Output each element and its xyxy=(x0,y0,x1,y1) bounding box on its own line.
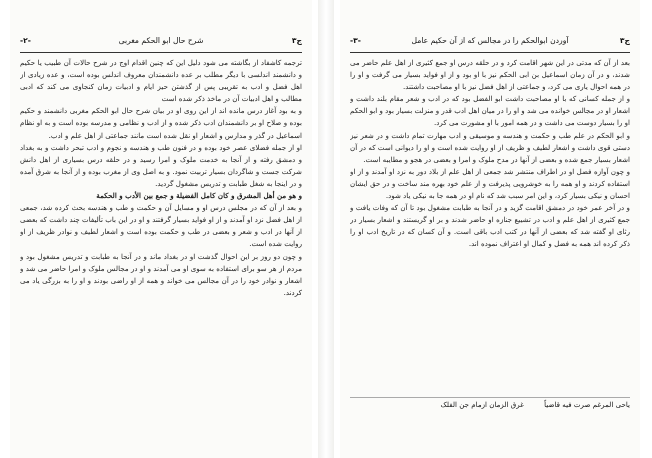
paragraph: او از جمله فضلای عصر خود بوده و در فنون طب و هندسه و نجوم و ادب تبحر داشت و به بغداد و دمشق رفته و از آنجا به خدمت ملوک و امرا رسید و در حلقه درس بسیاری از اهل دانش شرکت جست و شاگردان بسیار تربیت نمود. و به اصل وی از مغرب بوده و از آنجا به شرق آمده و در اینجا به شغل طبابت و تدریس مشغول گردید. xyxy=(20,142,302,188)
right-header-code: ج٣ xyxy=(619,36,630,45)
left-header-code: ج٣ xyxy=(291,36,302,45)
paragraph: و به بود آغاز درس مانده اند از این روی او در بیان شرح حال ابو الحکم مغربی دانشمند و حکیم بوده و صلاح او بر دانشمندان ادب ذکر شده و از ادب و نظامی و مدرسه بوده است و به او نظام اسماعیل در گذر و مدارس و اشعار او نقل شده است مانند جماعتی از اهل علم و ادب. xyxy=(20,106,302,140)
verse-hemistich: غرق الزمان ازمام جن الفلک xyxy=(440,400,524,409)
paragraph: و چون دو روز بر این احوال گذشت او در بغداد ماند و در آنجا به طبابت و تدریس مشغول بود و مردم از هر سو برای استفاده به سوی او می آمدند و او در مجالس ملوک و امرا حاضر می شد و اشعار و نوادر خود را در آن مجالس می خواند و همه از او راضی بودند و او را به بزرگی یاد می کردند. xyxy=(20,251,302,297)
paragraph: و در آخر عمر خود در دمشق اقامت گزید و در آنجا به طبابت مشغول بود تا آن که وفات یافت و جمع کثیری از اهل علم و ادب در تشییع جنازه او حاضر شدند و بر او گریستند و اشعار بسیار در رثای او گفته شد که بعضی از آنها در کتب ادب باقی است. و آن کسان که در تاریخ ادب او را ذکر کرده اند همه به فضل و کمال او اعتراف نموده اند. xyxy=(350,203,630,249)
paragraph: و از جمله کسانی که با او مصاحبت داشت ابو الفضل بود که در ادب و شعر مقام بلند داشت و اشعار او در مجالس خوانده می شد و او را در میان اهل ادب قدر و منزلت بسیار بود و ابو الحکم او را بسیار دوست می داشت و در همه امور با او مشورت می کرد. xyxy=(350,94,630,128)
verse-hemistich: یاحی المرغم صرت فیه قاضیاً xyxy=(544,400,630,409)
paragraph: و ابو الحکم در علم طب و حکمت و هندسه و موسیقی و ادب مهارت تمام داشت و در شعر نیز دستی قوی داشت و اشعار لطیف و ظریف از او روایت شده است و او را دیوانی است که در آن اشعار بسیار جمع شده و بعضی از آنها در مدح ملوک و امرا و بعضی در هجو و مطایبه است. xyxy=(350,130,630,164)
right-running-title: آوردن ابوالحکم را در مجالس که از آن حکیم عامل xyxy=(411,36,569,45)
right-page xyxy=(340,0,640,458)
left-page-body xyxy=(20,57,302,410)
left-running-title: شرح حال ابو الحکم مغربی xyxy=(118,36,204,45)
paragraph: ترجمه کاشفاد از بگاشته می شود دلیل این که چنین اقدام اوج در شرح حالات آن طبیب یا حکیم و دانشمند اندلسی با دیگر مطلب بر عده دانشمندان معروف اندلس بوده است، و عده زیادی از اهل فضل و ادب به تقریبی پس از گذشتن حیز ایام و ادبیات زمان کنجاوی می کند که ادبی مطالب و اهل ادبیات آن در ماخذ ذکر شده است xyxy=(20,58,302,104)
left-header-rule xyxy=(20,52,302,53)
left-page-number: -٢- xyxy=(20,36,31,45)
paragraph: بعد از آن که مدتی در این شهر اقامت کرد و در حلقه درس او جمع کثیری از اهل علم حاضر می شدند، و در آن زمان اسماعیل بن ابی الحکم نیز با او بود و از او فواید بسیار می گرفت و او را در همه احوال یاری می کرد، و جماعتی از اهل فضل نیز با او مصاحبت داشتند. xyxy=(350,58,630,92)
right-page-header xyxy=(350,36,630,50)
paragraph: و چون آوازه فضل او در اطراف منتشر شد جمعی از اهل علم از بلاد دور به نزد او آمدند و از او استفاده کردند و او همه را به خوشرویی پذیرفت و از علم خود بهره مند ساخت و در حق ایشان احسان و نیکی بسیار کرد، و این امر سبب شد که نام او در همه جا به نیکی یاد شود. xyxy=(350,166,630,201)
highlighted-arabic-line: و هو من أهل المشرق و کان کامل الفضیلة و جمع بین الأدب و الحکمة xyxy=(96,191,302,201)
paragraph: و بعد از آن که در مجلس درس او و مسایل آن و حکمت و طب و هندسه بحث کرده شد، جمعی از اهل فضل نزد او آمدند و از او فواید بسیار گرفتند و او در این باب تألیفات چند داشت که بعضی از آنها در ادب و شعر و بعضی در طب و حکمت بوده است و اشعار لطیف و نوادر ظریف از او روایت شده است. xyxy=(20,203,302,249)
right-page-number: -٣- xyxy=(350,36,361,45)
book-gutter xyxy=(318,0,334,458)
left-page-header xyxy=(20,36,302,50)
right-header-rule xyxy=(350,52,630,53)
right-page-body xyxy=(350,57,630,394)
left-page xyxy=(10,0,312,458)
right-page-verse xyxy=(350,397,630,414)
